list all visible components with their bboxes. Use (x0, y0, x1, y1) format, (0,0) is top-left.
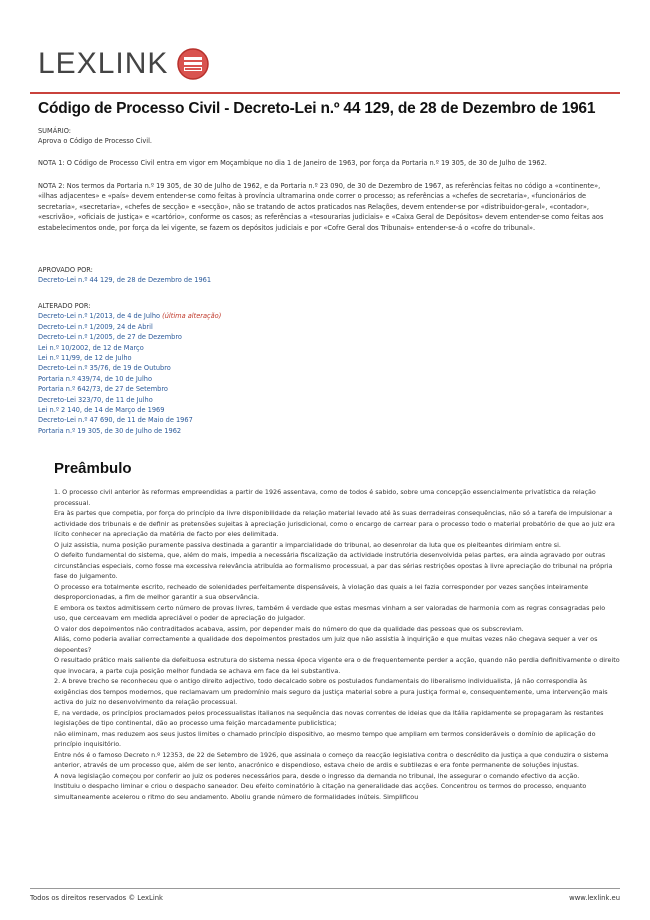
page-footer (30, 894, 620, 902)
preambulo-paragraph: Era às partes que competia, por força do princípio da livre disponibilidade da relação material levado até às suas derradeiras consequências, não só a tarefa de impulsionar a actividade dos tribunais e de definir as pretensões sujeitas à apreciação jurisdicional, como o encargo de carrear para o processo todo o material probatório de que ao juiz era lícito conhecer na apreciação da matéria de facto por eles delimitada. (54, 509, 615, 538)
logo-text[interactable]: LEXLINK (38, 47, 169, 80)
preambulo-title: Preâmbulo (54, 460, 132, 477)
nota2: NOTA 2: Nos termos da Portaria n.º 19 305, de 30 de Julho de 1962, e da Portaria n.º 23 090, de 30 de Dezembro de 1967, as referências feitas no código a «continente», «ilhas adjacentes» e «país» devem entender-se como feitas à província ultramarina onde correr o processo; as referências a «chefes de secretaria», «funcionários de secretaria», «secretaria», «chefes de secção» e «secção», não se tratando de actos praticados nas Relações, devem entender-se por «distribuidor-geral», «contador», «escrivão», «oficiais de justiça» e «cartório», conforme os casos; as referências a «tesourarias judiciais» e «Caixa Geral de Depósitos» devem entender-se como feitas aos estabelecimentos onde, por força da lei vigente, se fazem os depósitos judiciais e por «Cofre Geral dos Tribunais» entender-se-á o «cofre do tribunal». (38, 182, 604, 232)
alterado-link[interactable]: Decreto-Lei n.º 1/2013, de 4 de Julho (38, 312, 161, 321)
alterado-first-row (38, 311, 618, 321)
last-change-note: (última alteração) (162, 312, 222, 321)
preambulo-paragraph: O processo era totalmente escrito, recheado de solenidades perfeitamente dispensáveis, à violação das quais a lei fazia corresponder por vezes sanções inteiramente desproporcionadas, a fim de melhor garantir a sua observância. (54, 582, 589, 601)
preambulo-paragraph: não eliminam, mas reduzem aos seus justos limites o chamado princípio dispositivo, ao mesmo tempo que ampliam em termos consideráveis o domínio de aplicação do princípio inquisitório. (54, 729, 596, 748)
header-divider (30, 92, 620, 94)
alterado-link[interactable]: Decreto-Lei n.º 1/2009, 24 de Abril (38, 322, 153, 331)
preambulo-paragraph: Entre nós é o famoso Decreto n.º 12353, de 22 de Setembro de 1926, que assinala o começo da reacção legislativa contra o descrédito da justiça a que conduzira o sistema anterior, através de um processo que, além de ser lento, anacrónico e dispendioso, estava cheio de ardis e subtilezas e era fonte permanente de soluções injustas. (54, 750, 609, 769)
preambulo-paragraph: A nova legislação começou por conferir ao juiz os poderes necessários para, desde o ingresso da demanda no tribunal, lhe assegurar o comando efectivo da acção. (54, 771, 580, 780)
sumario-text: Aprova o Código de Processo Civil. (38, 137, 153, 146)
alterado-list (38, 322, 618, 436)
preambulo-paragraph: O defeito fundamental do sistema, que, além do mais, impedia a necessária fiscalização da actividade instrutória desenvolvida pelas partes, era ainda agravado por outras circunstâncias especiais, como fosse ma excessiva relevância atribuída ao formalismo processual, a par das sérias restrições opostas à livre apreciação do tribunal na própria fase do julgamento. (54, 551, 613, 580)
preambulo-paragraph: Aliás, como poderia avaliar correctamente a qualidade dos depoimentos prestados um juiz que não assistia à inquirição e que muitas vezes não chegava sequer a ver os depoentes? (54, 635, 598, 654)
document-title: Código de Processo Civil - Decreto-Lei n.º 44 129, de 28 de Dezembro de 1961 (38, 100, 596, 117)
alterado-link[interactable]: Lei n.º 10/2002, de 12 de Março (38, 343, 144, 352)
alterado-link[interactable]: Portaria n.º 439/74, de 10 de Julho (38, 374, 152, 383)
alterado-link[interactable]: Portaria n.º 19 305, de 30 de Julho de 1962 (38, 426, 182, 435)
preambulo-paragraph: E, na verdade, os princípios proclamados pelos processualistas italianos na sequência das novas correntes de ideias que da Itália rapidamente se propagaram às restantes legislações de tipo continental, dão ao processo uma feição marcadamente publicística; (54, 708, 604, 727)
alterado-link[interactable]: Decreto-Lei 323/70, de 11 de Julho (38, 395, 153, 404)
alterado-link[interactable]: Lei n.º 11/99, de 12 de Julho (38, 354, 132, 363)
aprovado-block (38, 265, 618, 286)
preambulo-paragraph: E embora os textos admitissem certo número de provas livres, também é verdade que estas mesmas vinham a ser valoradas de harmonia com as regras consagradas pelo uso, que cerceavam em medida apreciável o poder de apreciação do julgador. (54, 603, 606, 622)
alterado-link[interactable]: Portaria n.º 642/73, de 27 de Setembro (38, 385, 168, 394)
preambulo-paragraph: O valor dos depoimentos não contraditados acabava, assim, por depender mais do número do que da qualidade das pessoas que os subscreviam. (54, 624, 524, 633)
nota1: NOTA 1: O Código de Processo Civil entra em vigor em Moçambique no dia 1 de Janeiro de 1963, por força da Portaria n.º 19 305, de 30 de Julho de 1962. (38, 159, 547, 167)
aprovado-link[interactable]: Decreto-Lei n.º 44 129, de 28 de Dezembro de 1961 (38, 276, 212, 285)
preambulo-paragraph: O juiz assistia, numa posição puramente passiva destinada a garantir a imparcialidade do tribunal, ao desenrolar da luta que os pleiteantes dirimiam entre si. (54, 540, 561, 549)
logo-seal-icon[interactable] (176, 47, 210, 81)
alterado-link[interactable]: Decreto-Lei n.º 1/2005, de 27 de Dezembro (38, 333, 182, 342)
alterado-link[interactable]: Decreto-Lei n.º 47 690, de 11 de Maio de 1967 (38, 416, 193, 425)
aprovado-label: APROVADO POR: (38, 266, 93, 274)
footer-site-link[interactable]: www.lexlink.eu (569, 894, 620, 902)
alterado-link[interactable]: Lei n.º 2 140, de 14 de Março de 1969 (38, 406, 165, 415)
alterado-link[interactable]: Decreto-Lei n.º 35/76, de 19 de Outubro (38, 364, 171, 373)
footer-rights: Todos os direitos reservados © LexLink (30, 894, 163, 902)
alterado-label: ALTERADO POR: (38, 302, 91, 310)
sumario-block (38, 126, 618, 147)
preambulo-body (54, 487, 620, 802)
footer-divider (30, 888, 620, 889)
alterado-block (38, 301, 618, 436)
preambulo-paragraph: 1. O processo civil anterior às reformas empreendidas a partir de 1926 assentava, como de todos é sabido, sobre uma concepção essencialmente privatística da relação processual. (54, 488, 596, 507)
site-header (38, 40, 210, 88)
sumario-label: SUMÁRIO: (38, 127, 72, 135)
preambulo-paragraph: Instituiu o despacho liminar e criou o despacho saneador. Deu efeito cominatório à citação na generalidade das acções. Concentrou os termos do processo, enquanto simultaneamente acelerou o ritmo do seu andamento. Aboliu grande número de formalidades inúteis. Simplificou (54, 782, 587, 801)
preambulo-paragraph: 2. A breve trecho se reconheceu que o antigo direito adjectivo, todo decalcado sobre os postulados fundamentais do liberalismo individualista, já não correspondia às exigências dos tempos modernos, que reclamavam um predomínio mais seguro da justiça material sobre a pura justiça formal e, consequentemente, uma intervenção mais activa do juiz no desenvolvimento da relação processual. (54, 677, 608, 706)
preambulo-paragraph: O resultado prático mais saliente da defeituosa estrutura do sistema nessa época vigente era o de frequentemente perder a acção, quando não perdia definitivamente o direito que invocara, a parte cuja posição melhor fundada se achava em face da lei substantiva. (54, 656, 620, 675)
